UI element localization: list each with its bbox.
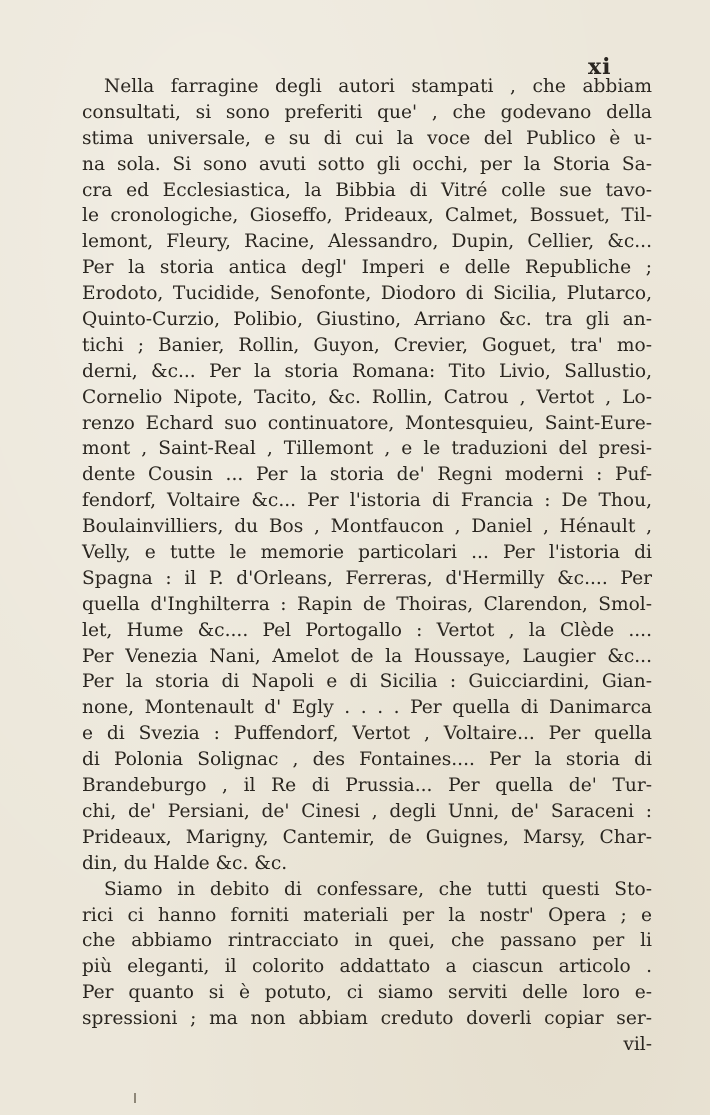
text-line-5: cra ed Ecclesiastica, la Bibbia di Vitré colle sue tavo-: [82, 179, 652, 201]
text-line-1: Nella farragine degli autori stampati , che abbiam: [104, 76, 652, 97]
body-text: [82, 74, 652, 1058]
text-line-17: fendorf, Voltaire &c... Per l'istoria di Francia : De Thou,: [82, 490, 652, 512]
text-line-2: consultati, si sono preferiti que' , che godevano della: [82, 101, 652, 123]
text-line-20: Spagna : il P. d'Orleans, Ferreras, d'Hermilly &c.... Per: [82, 567, 652, 589]
text-line-31: din, du Halde &c. &c.: [82, 852, 288, 874]
text-line-6: le cronologiche, Gioseffo, Prideaux, Calmet, Bossuet, Til-: [82, 205, 652, 227]
text-line-3: stima universale, e su di cui la voce del Publico è u-: [82, 127, 652, 149]
text-line-36: Per quanto si è potuto, ci siamo serviti delle loro e-: [82, 982, 652, 1004]
text-line-19: Velly, e tutte le memorie particolari ... Per l'istoria di: [82, 542, 652, 564]
text-line-26: e di Svezia : Puffendorf, Vertot , Voltaire... Per quella: [82, 723, 652, 745]
text-line-34: che abbiamo rintracciato in quei, che passano per li: [82, 930, 652, 952]
text-line-8: Per la storia antica degl' Imperi e delle Republiche ;: [82, 257, 652, 279]
text-line-35: più eleganti, il colorito addattato a ciascun articolo .: [82, 956, 652, 978]
text-line-33: rici ci hanno forniti materiali per la nostr' Opera ; e: [82, 904, 652, 926]
paper-speck: [134, 1093, 136, 1103]
text-line-16: dente Cousin ... Per la storia de' Regni moderni : Puf-: [82, 464, 652, 486]
text-line-11: tichi ; Banier, Rollin, Guyon, Crevier, Goguet, tra' mo-: [82, 334, 652, 356]
text-line-13: Cornelio Nipote, Tacito, &c. Rollin, Catrou , Vertot , Lo-: [82, 386, 652, 408]
text-line-15: mont , Saint-Real , Tillemont , e le traduzioni del presi-: [82, 438, 652, 460]
text-line-22: let, Hume &c.... Pel Portogallo : Vertot , la Clède ....: [82, 619, 652, 641]
text-line-24: Per la storia di Napoli e di Sicilia : Guicciardini, Gian-: [82, 671, 652, 693]
text-line-37: spressioni ; ma non abbiam creduto doverli copiar ser-: [82, 1008, 652, 1030]
text-line-10: Quinto-Curzio, Polibio, Giustino, Arriano &c. tra gli an-: [82, 309, 652, 331]
text-line-28: Brandeburgo , il Re di Prussia... Per quella de' Tur-: [82, 775, 652, 797]
text-line-27: di Polonia Solignac , des Fontaines.... Per la storia di: [82, 749, 652, 771]
text-line-25: none, Montenault d' Egly . . . . Per quella di Danimarca: [82, 697, 652, 719]
text-line-21: quella d'Inghilterra : Rapin de Thoiras, Clarendon, Smol-: [82, 593, 652, 615]
text-line-9: Erodoto, Tucidide, Senofonte, Diodoro di Sicilia, Plutarco,: [82, 283, 652, 305]
text-line-18: Boulainvilliers, du Bos , Montfaucon , Daniel , Hénault ,: [82, 516, 652, 538]
catchword: vil-: [623, 1033, 652, 1055]
text-line-7: lemont, Fleury, Racine, Alessandro, Dupin, Cellier, &c...: [82, 231, 652, 253]
page-number: xi: [588, 54, 612, 80]
text-line-23: Per Venezia Nani, Amelot de la Houssaye, Laugier &c...: [82, 645, 652, 667]
text-line-32: Siamo in debito di confessare, che tutti questi Sto-: [104, 878, 652, 900]
text-line-14: renzo Echard suo continuatore, Montesquieu, Saint-Eure-: [82, 412, 652, 434]
text-line-29: chi, de' Persiani, de' Cinesi , degli Unni, de' Saraceni :: [82, 800, 652, 822]
text-line-4: na sola. Si sono avuti sotto gli occhi, per la Storia Sa-: [82, 153, 652, 175]
text-line-12: derni, &c... Per la storia Romana: Tito Livio, Sallustio,: [82, 360, 652, 382]
text-line-30: Prideaux, Marigny, Cantemir, de Guignes, Marsy, Char-: [82, 826, 652, 848]
